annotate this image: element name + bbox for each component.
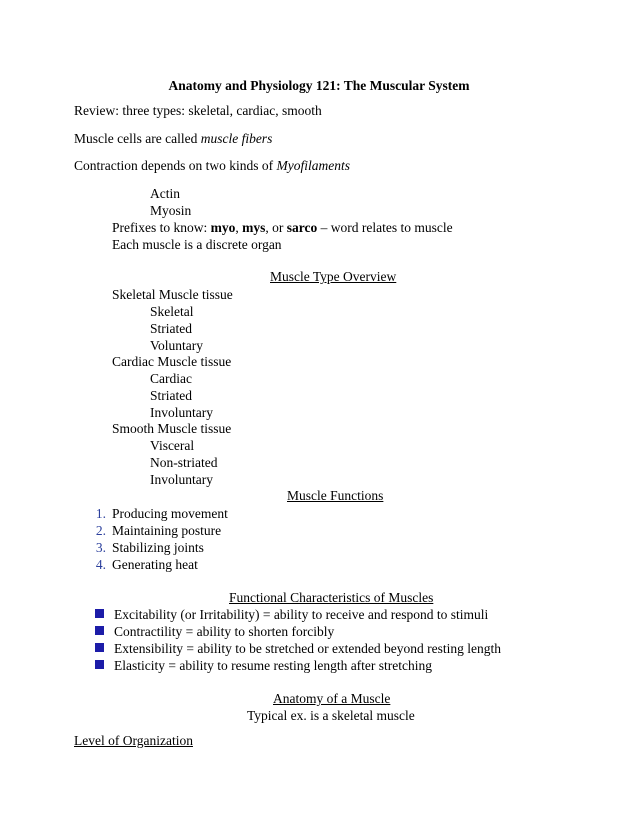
characteristic-text: Contractility = ability to shorten forcibly [114,624,335,639]
group-smooth-item: Visceral [150,438,195,453]
prefixes-lead: Prefixes to know: [112,220,211,235]
function-number: 4. [95,557,106,572]
group-cardiac-item: Cardiac [150,371,192,386]
function-text: Maintaining posture [112,523,222,538]
prefixes-line [112,219,453,236]
group-smooth-item: Involuntary [150,472,213,487]
prefix-myo: myo [210,220,236,235]
muscle-cells-prefix: Muscle cells are called [74,131,201,146]
prefix-sep-1: , [235,220,243,235]
group-smooth-item: Non-striated [150,455,218,470]
prefix-sarco: sarco [286,220,318,235]
prefix-mys: mys [242,220,266,235]
function-item [68,505,228,522]
characteristics-heading: Functional Characteristics of Muscles [229,590,434,605]
myofilament-actin: Actin [150,186,180,201]
group-cardiac-item: Striated [150,388,192,403]
characteristic-item [95,657,432,674]
characteristic-text: Elasticity = ability to resume resting length after stretching [114,658,433,673]
characteristic-text: Extensibility = ability to be stretched or extended beyond resting length [114,641,502,656]
group-cardiac-name: Cardiac Muscle tissue [112,354,232,369]
myofilaments-term: Myofilaments [276,158,350,173]
prefix-sep-2: , or [265,220,287,235]
group-smooth-name: Smooth Muscle tissue [112,421,232,436]
level-of-organization-heading: Level of Organization [74,733,193,748]
square-bullet-icon [95,609,104,618]
anatomy-heading: Anatomy of a Muscle [273,691,391,706]
function-number: 1. [95,506,106,521]
review-line: Review: three types: skeletal, cardiac, smooth [74,103,322,118]
function-number: 3. [95,540,106,555]
function-number: 2. [95,523,106,538]
muscle-fibers-term: muscle fibers [200,131,273,146]
muscle-cells-line [74,130,272,147]
function-item [68,522,221,539]
function-text: Generating heat [112,557,198,572]
group-cardiac-item: Involuntary [150,405,213,420]
group-skeletal-item: Skeletal [150,304,194,319]
square-bullet-icon [95,660,104,669]
group-skeletal-item: Voluntary [150,338,203,353]
anatomy-subheading: Typical ex. is a skeletal muscle [247,708,415,723]
functions-heading: Muscle Functions [287,488,384,503]
group-skeletal-item: Striated [150,321,192,336]
discrete-organ-line: Each muscle is a discrete organ [112,237,282,252]
characteristic-item [95,623,334,640]
page-title: Anatomy and Physiology 121: The Muscular System [168,78,470,93]
characteristic-text: Excitability (or Irritability) = ability to receive and respond to stimuli [114,607,489,622]
square-bullet-icon [95,643,104,652]
myofilament-myosin: Myosin [150,203,192,218]
function-text: Producing movement [112,506,228,521]
function-text: Stabilizing joints [112,540,204,555]
function-item [68,556,198,573]
contraction-line [74,157,350,174]
overview-heading: Muscle Type Overview [270,269,397,284]
function-item [68,539,204,556]
group-skeletal-name: Skeletal Muscle tissue [112,287,233,302]
contraction-prefix: Contraction depends on two kinds of [74,158,277,173]
characteristic-item [95,606,488,623]
characteristic-item [95,640,501,657]
prefixes-tail: – word relates to muscle [317,220,453,235]
square-bullet-icon [95,626,104,635]
